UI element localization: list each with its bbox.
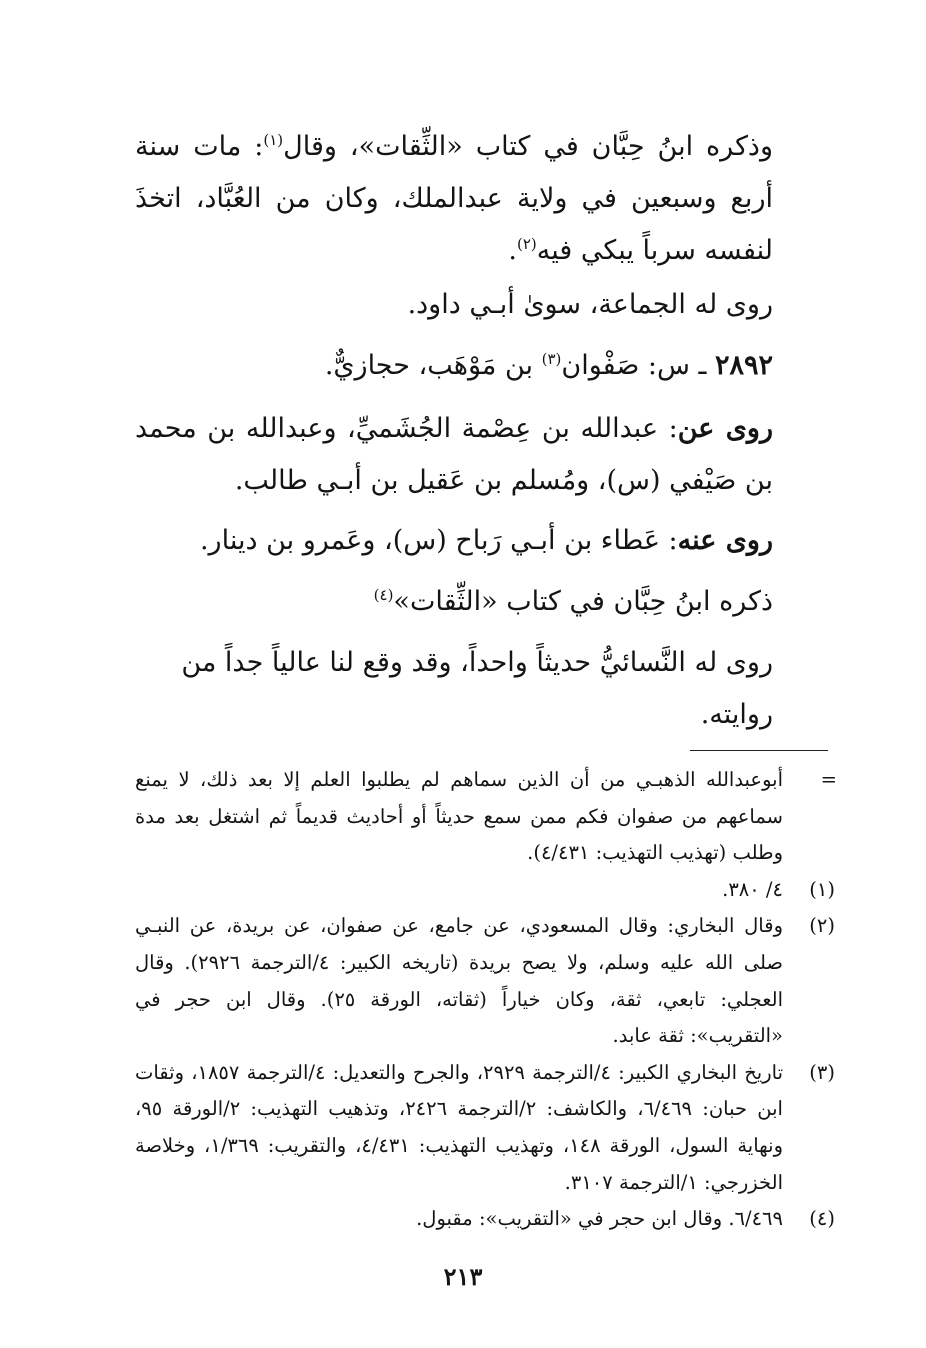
entry-name-b: بن مَوْهَب، حجازيٌّ. xyxy=(324,350,542,381)
entry-name-a: ـ س: صَفْوان xyxy=(561,350,715,381)
thiqat-text: ذكره ابنُ حِبَّان في كتاب «الثِّقات» xyxy=(393,586,773,617)
main-text-3 xyxy=(135,340,835,392)
rawa-anhu-label: روى عنه xyxy=(677,525,773,556)
footnote-ref-2[interactable]: (٢) xyxy=(517,235,537,253)
footnote-ref-1[interactable]: (١) xyxy=(263,131,284,149)
p1-text-b: : مات سنة أربع وسبعين في ولاية عبدالملك، وكان من العُبَّاد، اتخذَ لنفسه سرباً يبكي فيه xyxy=(135,131,773,266)
footnote-2 xyxy=(135,908,835,1054)
paragraph-riwaya-jamaa: روى له الجماعة، سوىٰ أبـي داود. xyxy=(407,289,773,320)
footnote-number: (٤) xyxy=(809,1207,835,1231)
paragraph-nasai: روى له النَّسائيُّ حديثاً واحداً، وقد وقع لنا عالياً جداً من روايته. xyxy=(181,647,773,730)
rawa-an-text: : عبدالله بن عِصْمة الجُشَميِّ، وعبدالله بن محمد بن صَيْفي (س)، ومُسلم بن عَقيل بن أبـي طالب. xyxy=(135,413,773,496)
footnote-ref-3[interactable]: (٣) xyxy=(541,350,562,368)
footnote-ref-4[interactable]: (٤) xyxy=(373,586,394,604)
footnote-text: تاريخ البخاري الكبير: ٤/الترجمة ٢٩٢٩، والجرح والتعديل: ٤/الترجمة ١٨٥٧، وثقات ابن حبان: ٦/٤٦٩، والكاشف: ٢/الترجمة ٢٤٢٦، وتذهيب التهذيب: ٢/الورقة ٩٥، ونهاية السول، الورقة ١٤٨، وتهذيب التهذيب: ٤/٤٣١، والتقريب: ١/٣٦٩، وخلاصة الخزرجي: ١/الترجمة ٣١٠٧. xyxy=(135,1060,784,1194)
continuation-mark: = xyxy=(820,768,837,791)
paragraph-rawa-anhu xyxy=(135,515,835,567)
footnote-number: (٣) xyxy=(809,1060,835,1084)
paragraph-thiqat-mention xyxy=(135,576,835,628)
footnote-number: (٢) xyxy=(809,914,835,938)
entry-heading xyxy=(135,340,835,392)
footnote-4 xyxy=(135,1201,835,1238)
rawa-anhu-text: : عَطاء بن أبـي رَباح (س)، وعَمرو بن دينار. xyxy=(199,525,678,556)
main-text-6 xyxy=(135,576,835,628)
p1-end: . xyxy=(508,235,517,266)
main-text-2 xyxy=(135,279,835,331)
footnote-3 xyxy=(135,1055,835,1201)
footnote-continuation-text: أبوعبدالله الذهبـي من أن الذين سماهم لم يطلبوا العلم إلا بعد ذلك، لا يمنع سماعهم من صفوان فكم ممن سمع حديثاً أو أحاديث قديماً ثم اشتغل بعد مدة وطلب (تهذيب التهذيب: ٤/٤٣١). xyxy=(135,768,783,865)
footnote-text: وقال البخاري: وقال المسعودي، عن جامع، عن صفوان، عن بريدة، عن النبـي صلى الله عليه وسلم، ولا يصح بريدة (تاريخه الكبير: ٤/الترجمة ٢٩٢٦). وقال العجلي: تابعي، ثقة، وكان خياراً (ثقاته، الورقة ٢٥). وقال ابن حجر في «التقريب»: ثقة عابد. xyxy=(135,914,783,1048)
paragraph-rawa-an xyxy=(135,403,835,507)
main-text-4 xyxy=(135,403,835,507)
footnote-text: ٤/ ٣٨٠. xyxy=(722,877,783,901)
footnote-number: (١) xyxy=(809,877,835,901)
entry-number: ٢٨٩٢ xyxy=(714,350,773,381)
footnote-separator xyxy=(690,750,828,751)
p1-text-a: وذكره ابنُ حِبَّان في كتاب «الثِّقات»، وقال xyxy=(283,131,773,162)
footnote-continuation xyxy=(135,762,835,872)
footnote-1 xyxy=(135,872,835,909)
paragraph-thiqat-quote xyxy=(135,121,835,277)
main-text xyxy=(135,121,835,277)
main-text-5 xyxy=(135,515,835,567)
page-number: ٢١٣ xyxy=(443,1262,483,1291)
rawa-an-label: روى عن xyxy=(677,413,773,444)
footnote-text: ٦/٤٦٩. وقال ابن حجر في «التقريب»: مقبول. xyxy=(416,1207,783,1231)
footnotes xyxy=(135,762,835,1238)
main-text-7 xyxy=(135,637,835,741)
